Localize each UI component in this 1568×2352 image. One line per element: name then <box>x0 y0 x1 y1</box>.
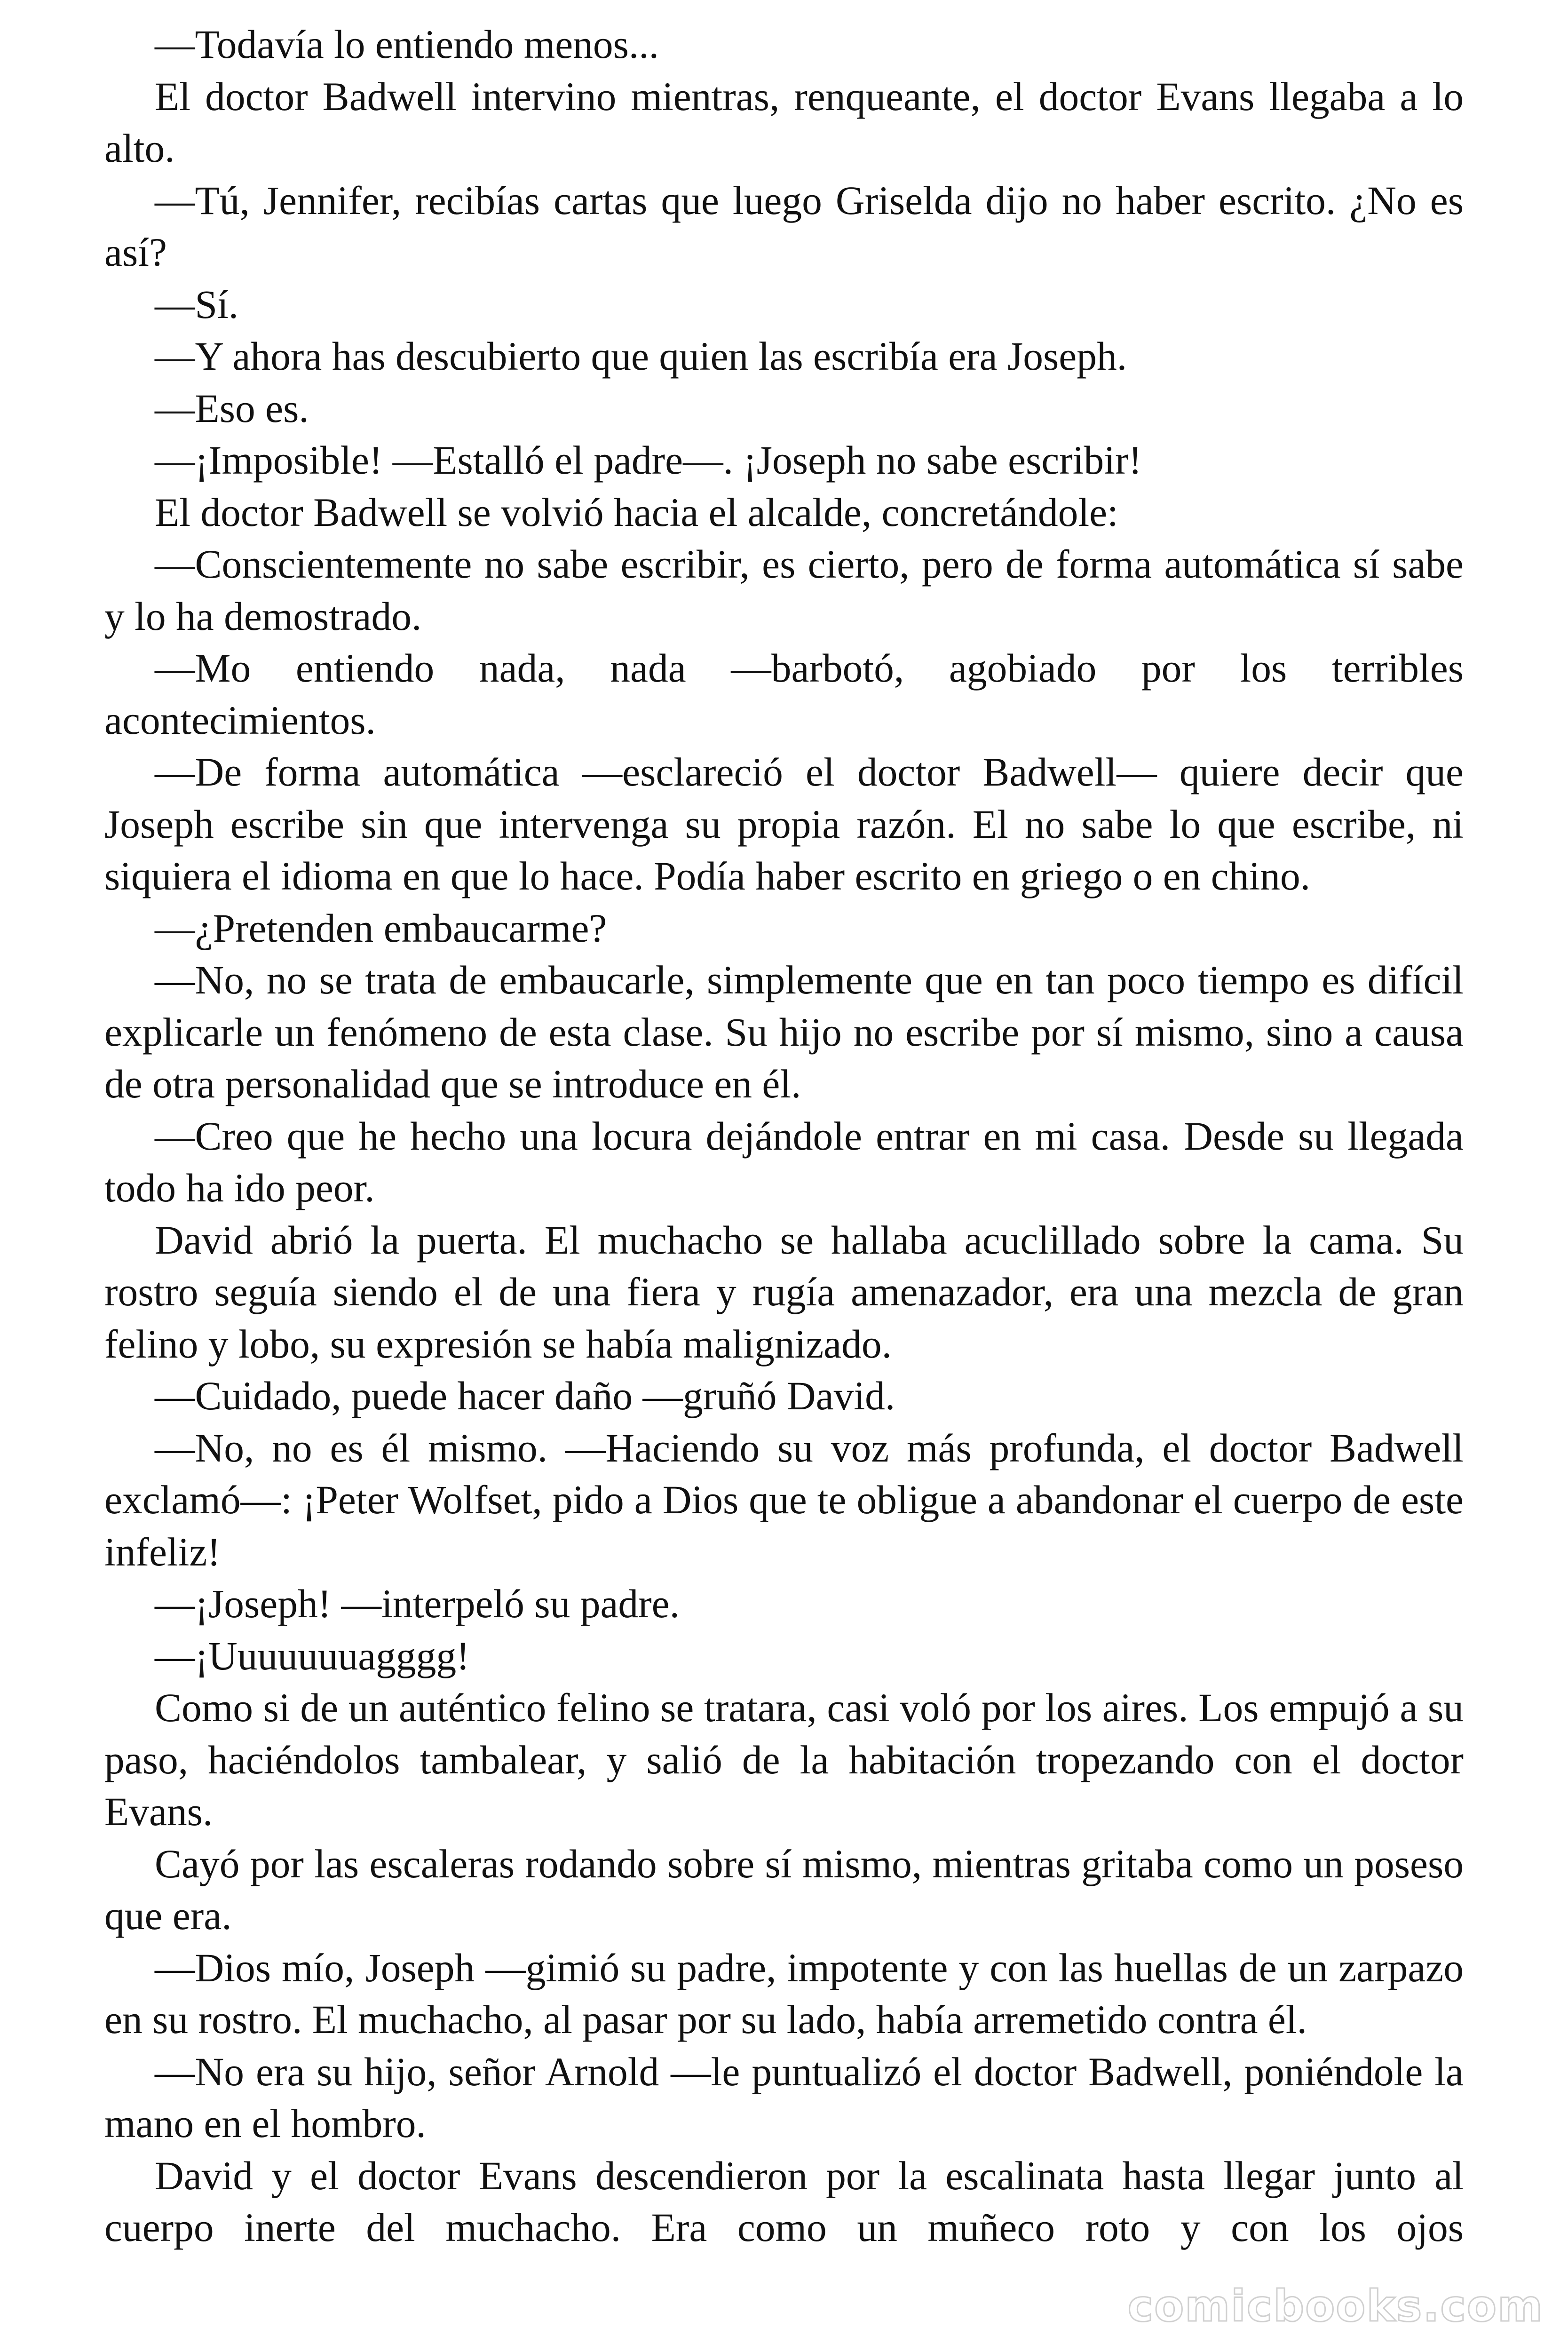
paragraph-19: —¡Uuuuuuuagggg! <box>155 1634 470 1678</box>
paragraph-1: —Todavía lo entiendo menos... <box>155 23 659 67</box>
paragraph-14: —Creo que he hecho una locura dejándole entrar en mi casa. Desde su llegada todo ha ido peor. <box>104 1114 1464 1210</box>
paragraph-15: David abrió la puerta. El muchacho se hallaba acuclillado sobre la cama. Su rostro seguía siendo el de una fiera y rugía amenazador, era una mezcla de gran felino y lobo, su expresión se había malignizado. <box>104 1218 1464 1367</box>
book-page <box>104 19 1464 2333</box>
paragraph-4: —Sí. <box>155 282 239 327</box>
paragraph-6: —Eso es. <box>155 386 309 431</box>
paragraph-20: Como si de un auténtico felino se tratara, casi voló por los aires. Los empujó a su paso, haciéndolos tambalear, y salió de la habitación tropezando con el doctor Evans. <box>104 1686 1464 1834</box>
paragraph-12: —¿Pretenden embaucarme? <box>155 906 607 951</box>
paragraph-9: —Conscientemente no sabe escribir, es cierto, pero de forma automática sí sabe y lo ha demostrado. <box>104 542 1464 639</box>
paragraph-3: —Tú, Jennifer, recibías cartas que luego Griselda dijo no haber escrito. ¿No es así? <box>104 178 1464 275</box>
paragraph-2: El doctor Badwell intervino mientras, renqueante, el doctor Evans llegaba a lo alto. <box>104 74 1464 171</box>
paragraph-21: Cayó por las escaleras rodando sobre sí mismo, mientras gritaba como un poseso que era. <box>104 1842 1464 1938</box>
paragraph-24: David y el doctor Evans descendieron por la escalinata hasta llegar junto al cuerpo inerte del muchacho. Era como un muñeco roto y con los ojos <box>104 2153 1464 2250</box>
paragraph-18: —¡Joseph! —interpeló su padre. <box>155 1582 680 1626</box>
paragraph-5: —Y ahora has descubierto que quien las escribía era Joseph. <box>155 334 1127 379</box>
paragraph-8: El doctor Badwell se volvió hacia el alcalde, concretándole: <box>155 490 1118 535</box>
paragraph-7: —¡Imposible! —Estalló el padre—. ¡Joseph no sabe escribir! <box>155 438 1142 483</box>
paragraph-17: —No, no es él mismo. —Haciendo su voz más profunda, el doctor Badwell exclamó—: ¡Peter Wolfset, pido a Dios que te obligue a abandonar el cuerpo de este infeliz! <box>104 1426 1464 1574</box>
paragraph-22: —Dios mío, Joseph —gimió su padre, impotente y con las huellas de un zarpazo en su rostro. El muchacho, al pasar por su lado, había arremetido contra él. <box>104 1946 1464 2042</box>
paragraph-13: —No, no se trata de embaucarle, simplemente que en tan poco tiempo es difícil explicarle un fenómeno de esta clase. Su hijo no escribe por sí mismo, sino a causa de otra personalidad que se introduce en él. <box>104 958 1464 1106</box>
paragraph-10: —Mo entiendo nada, nada —barbotó, agobiado por los terribles acontecimientos. <box>104 646 1464 743</box>
paragraph-16: —Cuidado, puede hacer daño —gruñó David. <box>155 1374 895 1418</box>
watermark-logo: comicbooks.com <box>1127 2281 1544 2331</box>
paragraph-23: —No era su hijo, señor Arnold —le puntualizó el doctor Badwell, poniéndole la mano en el hombro. <box>104 2050 1464 2146</box>
paragraph-11: —De forma automática —esclareció el doctor Badwell— quiere decir que Joseph escribe sin que intervenga su propia razón. El no sabe lo que escribe, ni siquiera el idioma en que lo hace. Podía haber escrito en griego o en chino. <box>104 750 1464 898</box>
